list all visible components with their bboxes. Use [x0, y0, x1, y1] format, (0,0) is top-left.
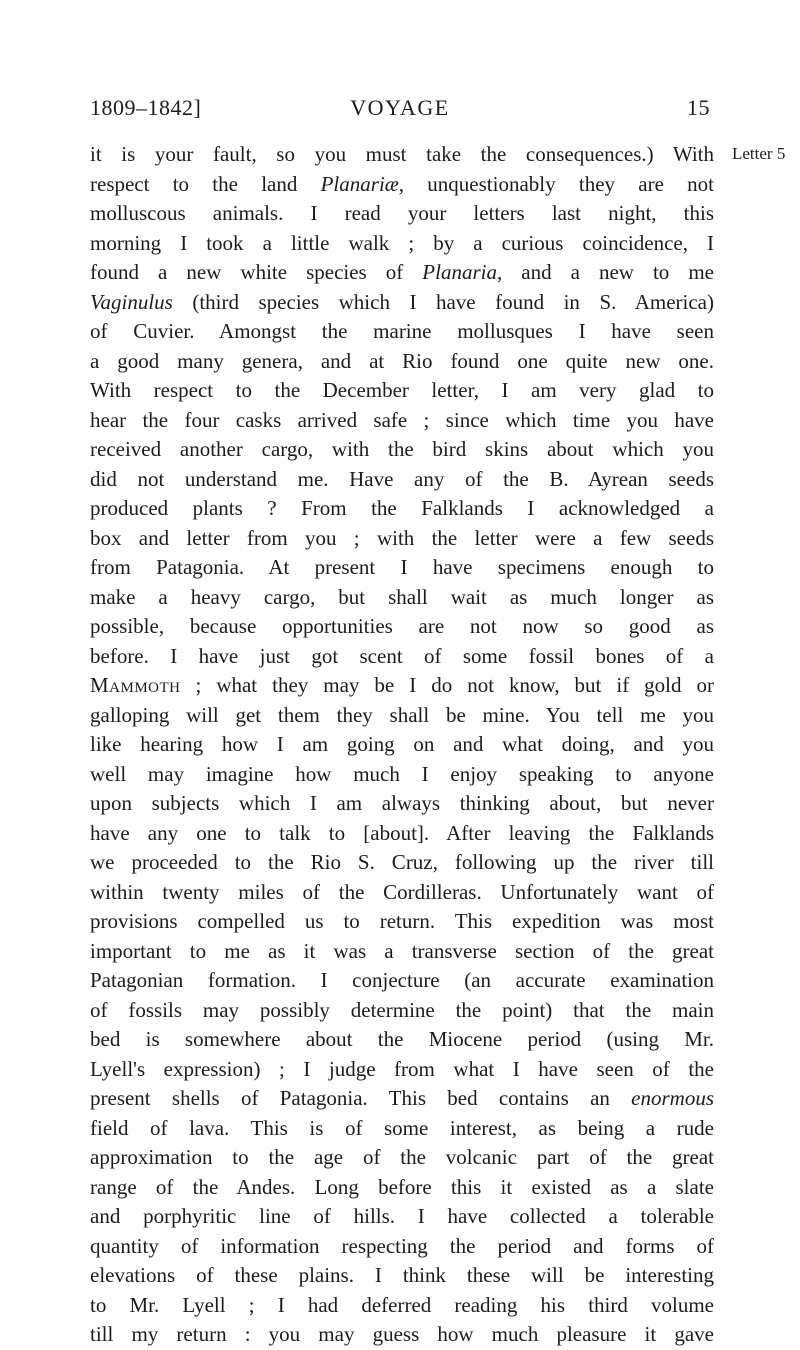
text-line: [90, 347, 714, 377]
text-segment: well may imagine how much I enjoy speaking to anyone: [90, 761, 714, 786]
text-segment: we proceeded to the Rio S. Cruz, following up the river till: [90, 850, 714, 874]
text-segment: quantity of information respecting the period and forms of: [90, 1233, 714, 1258]
text-line: [90, 612, 714, 642]
text-segment: present shells of Patagonia. This bed contains an: [90, 1086, 632, 1110]
text-line: [90, 199, 714, 229]
italic-term: enormous: [631, 1086, 714, 1110]
text-line: [90, 701, 714, 731]
text-segment: it is your fault, so you must take the consequences.) With: [90, 142, 714, 166]
text-line: [90, 1025, 714, 1055]
text-line: [90, 288, 714, 318]
text-line: [90, 553, 714, 583]
text-segment: Lyell's expression) ; I judge from what I have seen of the: [90, 1056, 714, 1081]
text-segment: With respect to the December letter, I am very glad to: [90, 378, 714, 402]
text-line: [90, 671, 714, 701]
text-line: [90, 1261, 714, 1291]
text-line: [90, 170, 714, 200]
text-line: [90, 848, 714, 878]
text-segment: of fossils may possibly determine the point) that the main: [90, 997, 714, 1022]
text-line: [90, 1114, 714, 1144]
text-line: [90, 819, 714, 849]
text-line: [90, 937, 714, 967]
text-line: [90, 789, 714, 819]
header-title: VOYAGE: [350, 95, 450, 120]
text-line: [90, 435, 714, 465]
text-segment: bed is somewhere about the Miocene period (using Mr.: [90, 1027, 714, 1051]
text-line: [90, 1055, 714, 1085]
text-line: [90, 494, 714, 524]
text-segment: before. I have just got scent of some fossil bones of a: [90, 643, 714, 668]
text-segment: galloping will get them they shall be mine. You tell me you: [90, 702, 714, 727]
body-text: [90, 140, 714, 1350]
text-line: [90, 878, 714, 908]
text-segment: upon subjects which I am always thinking about, but never: [90, 791, 714, 815]
text-line: [90, 907, 714, 937]
text-segment: make a heavy cargo, but shall wait as much longer as: [90, 584, 714, 609]
text-line: [90, 258, 714, 288]
text-segment: morning I took a little walk ; by a curious coincidence, I: [90, 230, 714, 255]
text-line: [90, 1202, 714, 1232]
text-segment: have any one to talk to [about]. After leaving the Falklands: [90, 820, 714, 845]
italic-term: Vaginulus: [90, 289, 173, 314]
text-segment: (third species which I have found in S. America): [172, 289, 714, 314]
text-line: [90, 376, 714, 406]
text-line: [90, 1173, 714, 1203]
text-segment: and porphyritic line of hills. I have collected a tolerable: [90, 1204, 714, 1228]
text-segment: Patagonian formation. I conjecture (an accurate examination: [90, 968, 714, 992]
text-line: [90, 760, 714, 790]
text-segment: box and letter from you ; with the letter were a few seeds: [90, 525, 714, 550]
text-line: [90, 317, 714, 347]
text-segment: hear the four casks arrived safe ; since which time you have: [90, 407, 714, 432]
text-segment: ; what they may be I do not know, but if gold or: [180, 673, 714, 697]
text-line: [90, 730, 714, 760]
running-head: [90, 95, 710, 125]
text-line: [90, 1143, 714, 1173]
page-number: 15: [687, 95, 710, 120]
text-line: [90, 966, 714, 996]
text-segment: till my return : you may guess how much pleasure it gave: [90, 1322, 714, 1346]
text-line: [90, 583, 714, 613]
text-segment: field of lava. This is of some interest, as being a rude: [90, 1115, 714, 1140]
margin-note-letter: Letter 5: [732, 144, 786, 163]
text-segment: , and a new to me: [496, 260, 714, 284]
text-segment: , unquestionably they are not: [398, 171, 714, 196]
small-caps-term: Mammoth: [90, 673, 181, 697]
text-line: [90, 1320, 714, 1350]
text-segment: molluscous animals. I read your letters last night, this: [90, 201, 714, 225]
header-date-range: 1809–1842]: [90, 95, 202, 120]
text-segment: approximation to the age of the volcanic part of the great: [90, 1145, 714, 1169]
text-segment: like hearing how I am going on and what doing, and you: [90, 732, 714, 756]
text-segment: found a new white species of: [90, 260, 423, 284]
text-segment: of Cuvier. Amongst the marine mollusques I have seen: [90, 319, 714, 343]
text-line: [90, 465, 714, 495]
text-line: [90, 1232, 714, 1262]
italic-term: Planariæ: [320, 171, 399, 196]
text-segment: possible, because opportunities are not now so good as: [90, 614, 714, 638]
text-segment: produced plants ? From the Falklands I acknowledged a: [90, 496, 714, 520]
text-line: [90, 229, 714, 259]
text-line: [90, 996, 714, 1026]
text-segment: to Mr. Lyell ; I had deferred reading his third volume: [90, 1292, 714, 1317]
text-segment: provisions compelled us to return. This expedition was most: [90, 909, 714, 933]
text-segment: range of the Andes. Long before this it existed as a slate: [90, 1174, 714, 1199]
text-line: [90, 1291, 714, 1321]
text-segment: important to me as it was a transverse section of the great: [90, 938, 714, 963]
text-line: [90, 1084, 714, 1114]
text-line: [90, 406, 714, 436]
text-segment: did not understand me. Have any of the B. Ayrean seeds: [90, 466, 714, 491]
text-segment: respect to the land: [90, 171, 321, 196]
text-line: [90, 642, 714, 672]
text-segment: elevations of these plains. I think these will be interesting: [90, 1263, 714, 1287]
text-line: [90, 140, 714, 170]
text-segment: received another cargo, with the bird skins about which you: [90, 437, 714, 461]
text-segment: within twenty miles of the Cordilleras. Unfortunately want of: [90, 879, 714, 904]
text-line: [90, 524, 714, 554]
italic-term: Planaria: [422, 260, 497, 284]
text-segment: from Patagonia. At present I have specimens enough to: [90, 555, 714, 579]
text-segment: a good many genera, and at Rio found one quite new one.: [90, 348, 714, 373]
